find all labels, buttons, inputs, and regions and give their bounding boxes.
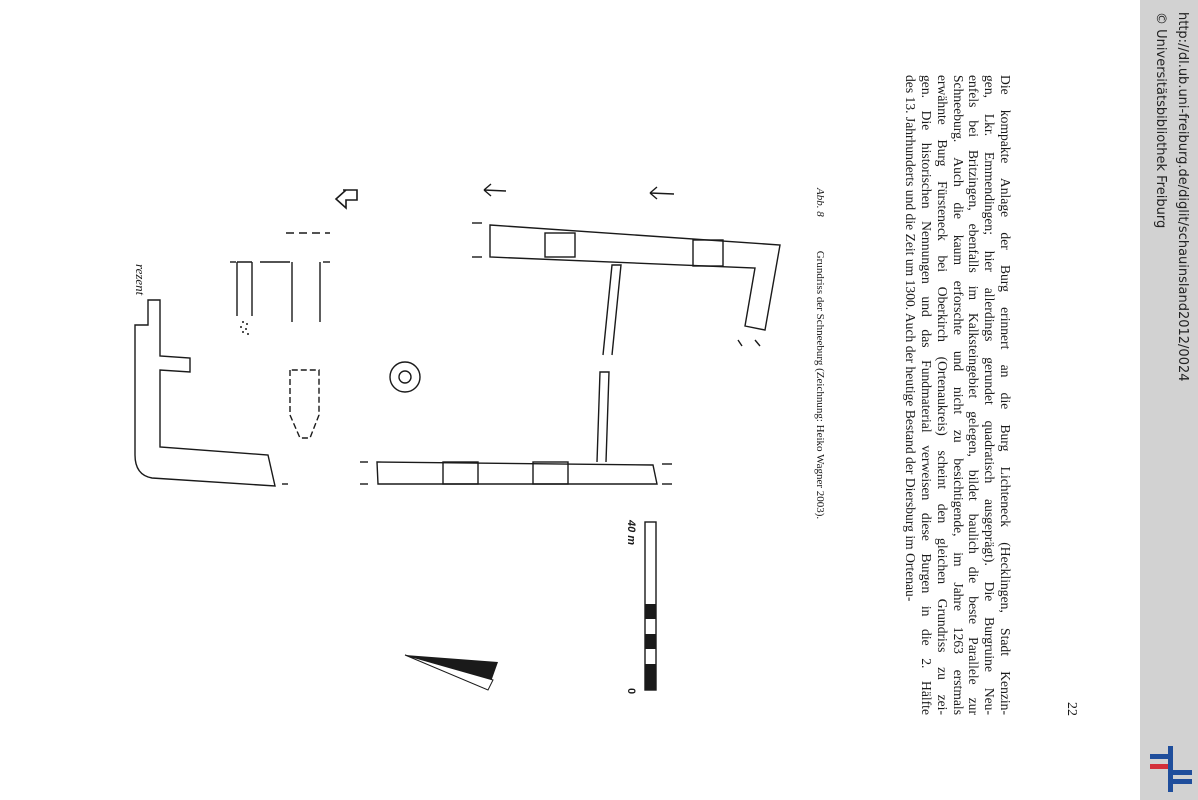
figure-label: Abb. 8 — [814, 188, 826, 217]
source-url-link[interactable]: http://dl.ub.uni-freiburg.de/diglit/schauinsland2012/0024 — [1175, 12, 1190, 382]
scale-end-label: 40 m — [625, 520, 637, 546]
body-line: Die kompakte Anlage der Burg erinnert an die Burg Lichteneck (Hecklingen, Stadt Kenzin- — [998, 75, 1013, 715]
body-paragraph — [902, 75, 1013, 715]
figure-caption-text: Grundriss der Schneeburg (Zeichnung: Heiko Wagner 2003). — [814, 250, 826, 520]
drawing-note: rezent — [133, 264, 148, 296]
body-line: gen. Die historischen Nennungen und das Fundmaterial verweisen diese Burgen in die 2. Hälfte — [919, 75, 935, 715]
body-line: Schneeburg. Auch die kaum erforschte und nicht zu besichtigende, im Jahre 1263 erstmals — [950, 75, 966, 715]
body-line: enfels bei Britzingen, ebenfalls im Kalksteingebiet gelegen, bildet baulich die beste Parallele zur — [966, 75, 982, 715]
library-logo — [1148, 746, 1194, 792]
sidebar-credits — [1149, 12, 1193, 382]
body-line: erwähnte Burg Fürsteneck bei Oberkirch (Ortenaukreis) scheint den gleichen Grundriss zu zei- — [934, 75, 950, 715]
scale-start-label: 0 — [625, 688, 637, 695]
body-line: gen, Lkr. Emmendingen; hier allerdings gerundet quadratisch ausgeprägt). Die Burgruine Neu- — [982, 75, 998, 715]
figure-caption — [814, 188, 826, 519]
body-line: des 13. Jahrhunderts und die Zeit um 1300. Auch der heutige Bestand der Diersburg im Ortenau- — [903, 75, 919, 602]
page-number: 22 — [1064, 702, 1079, 716]
copyright-notice: © Universitätsbibliothek Freiburg — [1153, 12, 1168, 229]
